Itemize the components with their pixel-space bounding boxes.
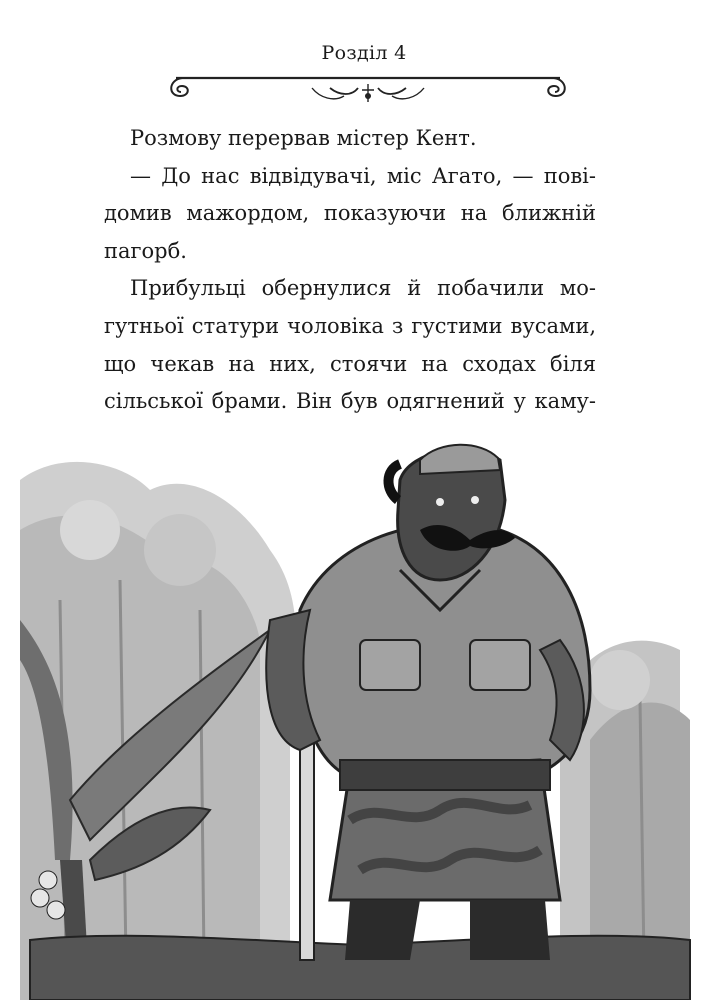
chapter-heading: Розділ 4 [321,42,407,64]
text-line: сільської брами. Він був одягнений у каму- [104,389,596,414]
text-line: пагорб. [104,238,187,263]
cane-icon [300,740,314,960]
text-line: домив мажордом, показуючи на ближній [104,201,596,226]
mustached-man-figure [266,445,590,960]
illustration-man-in-jungle [0,440,728,1000]
text-line: — До нас відвідувачі, міс Агато, — пові- [130,163,596,188]
text-line: гутньої статури чоловіка з густими вусами, [104,313,596,338]
text-line: що чекав на них, стоячи на сходах біля [104,351,596,376]
text-line: Розмову перервав містер Кент. [130,126,477,150]
story-text [104,120,596,421]
text-line: Прибульці обернулися й побачили мо- [130,276,596,301]
chapter-ornament-divider [162,66,574,110]
